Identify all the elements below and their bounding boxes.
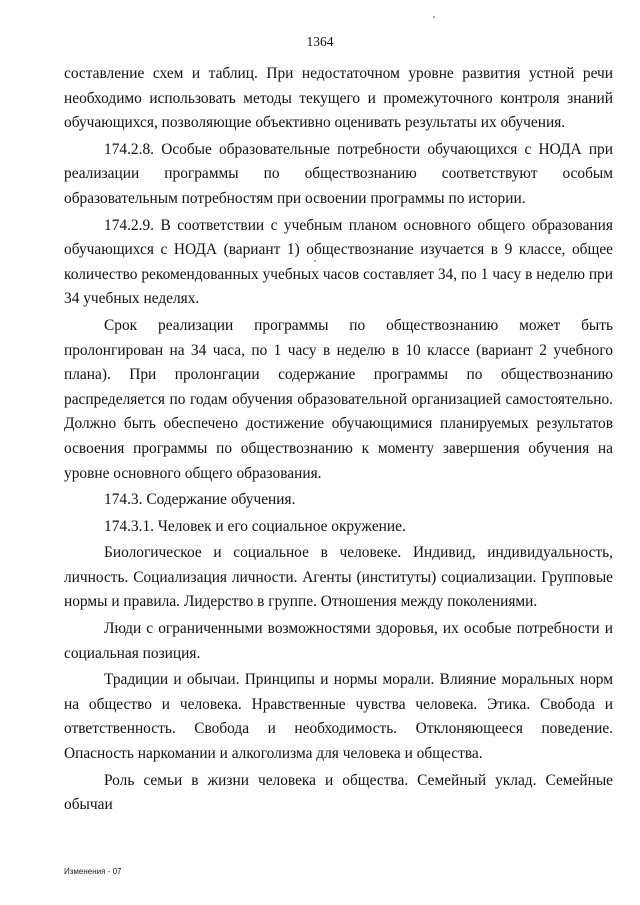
footer-revision-note: Изменения - 07: [64, 867, 122, 876]
paragraph-4: Срок реализации программы по обществознанию может быть пролонгирован на 34 часа, по 1 часу в неделю в 10 классе (вариант 2 учебного плана). При пролонгации содержание программы по обществознанию распределяется по годам обучения образовательной организацией самостоятельно. Должно быть обеспечено достижение обучающимися планируемых результатов освоения программы по обществознанию к моменту завершения обучения на уровне основного общего образования.: [64, 316, 613, 482]
paragraph-9: Традиции и обычаи. Принципы и нормы морали. Влияние моральных норм на общество и человека. Нравственные чувства человека. Этика. Свобода и ответственность. Свобода и необходимость. Отклоняющееся поведение. Опасность наркомании и алкоголизма для человека и общества.: [64, 671, 613, 763]
scan-artifact-dot: [314, 260, 316, 262]
paragraph-10: Роль семьи в жизни человека и общества. Семейный уклад. Семейные обычаи: [64, 771, 613, 814]
paragraph-2: 174.2.8. Особые образовательные потребности обучающихся с НОДА при реализации программы по обществознанию соответствуют особым образовательным потребностям при освоении программы по истории.: [64, 140, 613, 207]
paragraph-1: составление схем и таблиц. При недостаточном уровне развития устной речи необходимо использовать методы текущего и промежуточного контроля знаний обучающихся, позволяющие объективно оценивать результаты их обучения.: [64, 65, 613, 132]
scan-artifact-dot: [433, 16, 435, 18]
paragraph-7: Биологическое и социальное в человеке. Индивид, индивидуальность, личность. Социализация личности. Агенты (институты) социализации. Групповые нормы и правила. Лидерство в группе. Отношения между поколениями.: [64, 544, 613, 611]
body-text: [64, 62, 613, 820]
paragraph-8: Люди с ограниченными возможностями здоровья, их особые потребности и социальная позиция.: [64, 620, 613, 662]
paragraph-3: 174.2.9. В соответствии с учебным планом основного общего образования обучающихся с НОДА (вариант 1) обществознание изучается в 9 классе, общее количество рекомендованных учебных часов составляет 34, по 1 часу в неделю при 34 учебных неделях.: [64, 216, 613, 308]
paragraph-6: 174.3.1. Человек и его социальное окружение.: [104, 517, 406, 535]
page-number: 1364: [306, 34, 334, 49]
paragraph-5: 174.3. Содержание обучения.: [104, 491, 296, 509]
